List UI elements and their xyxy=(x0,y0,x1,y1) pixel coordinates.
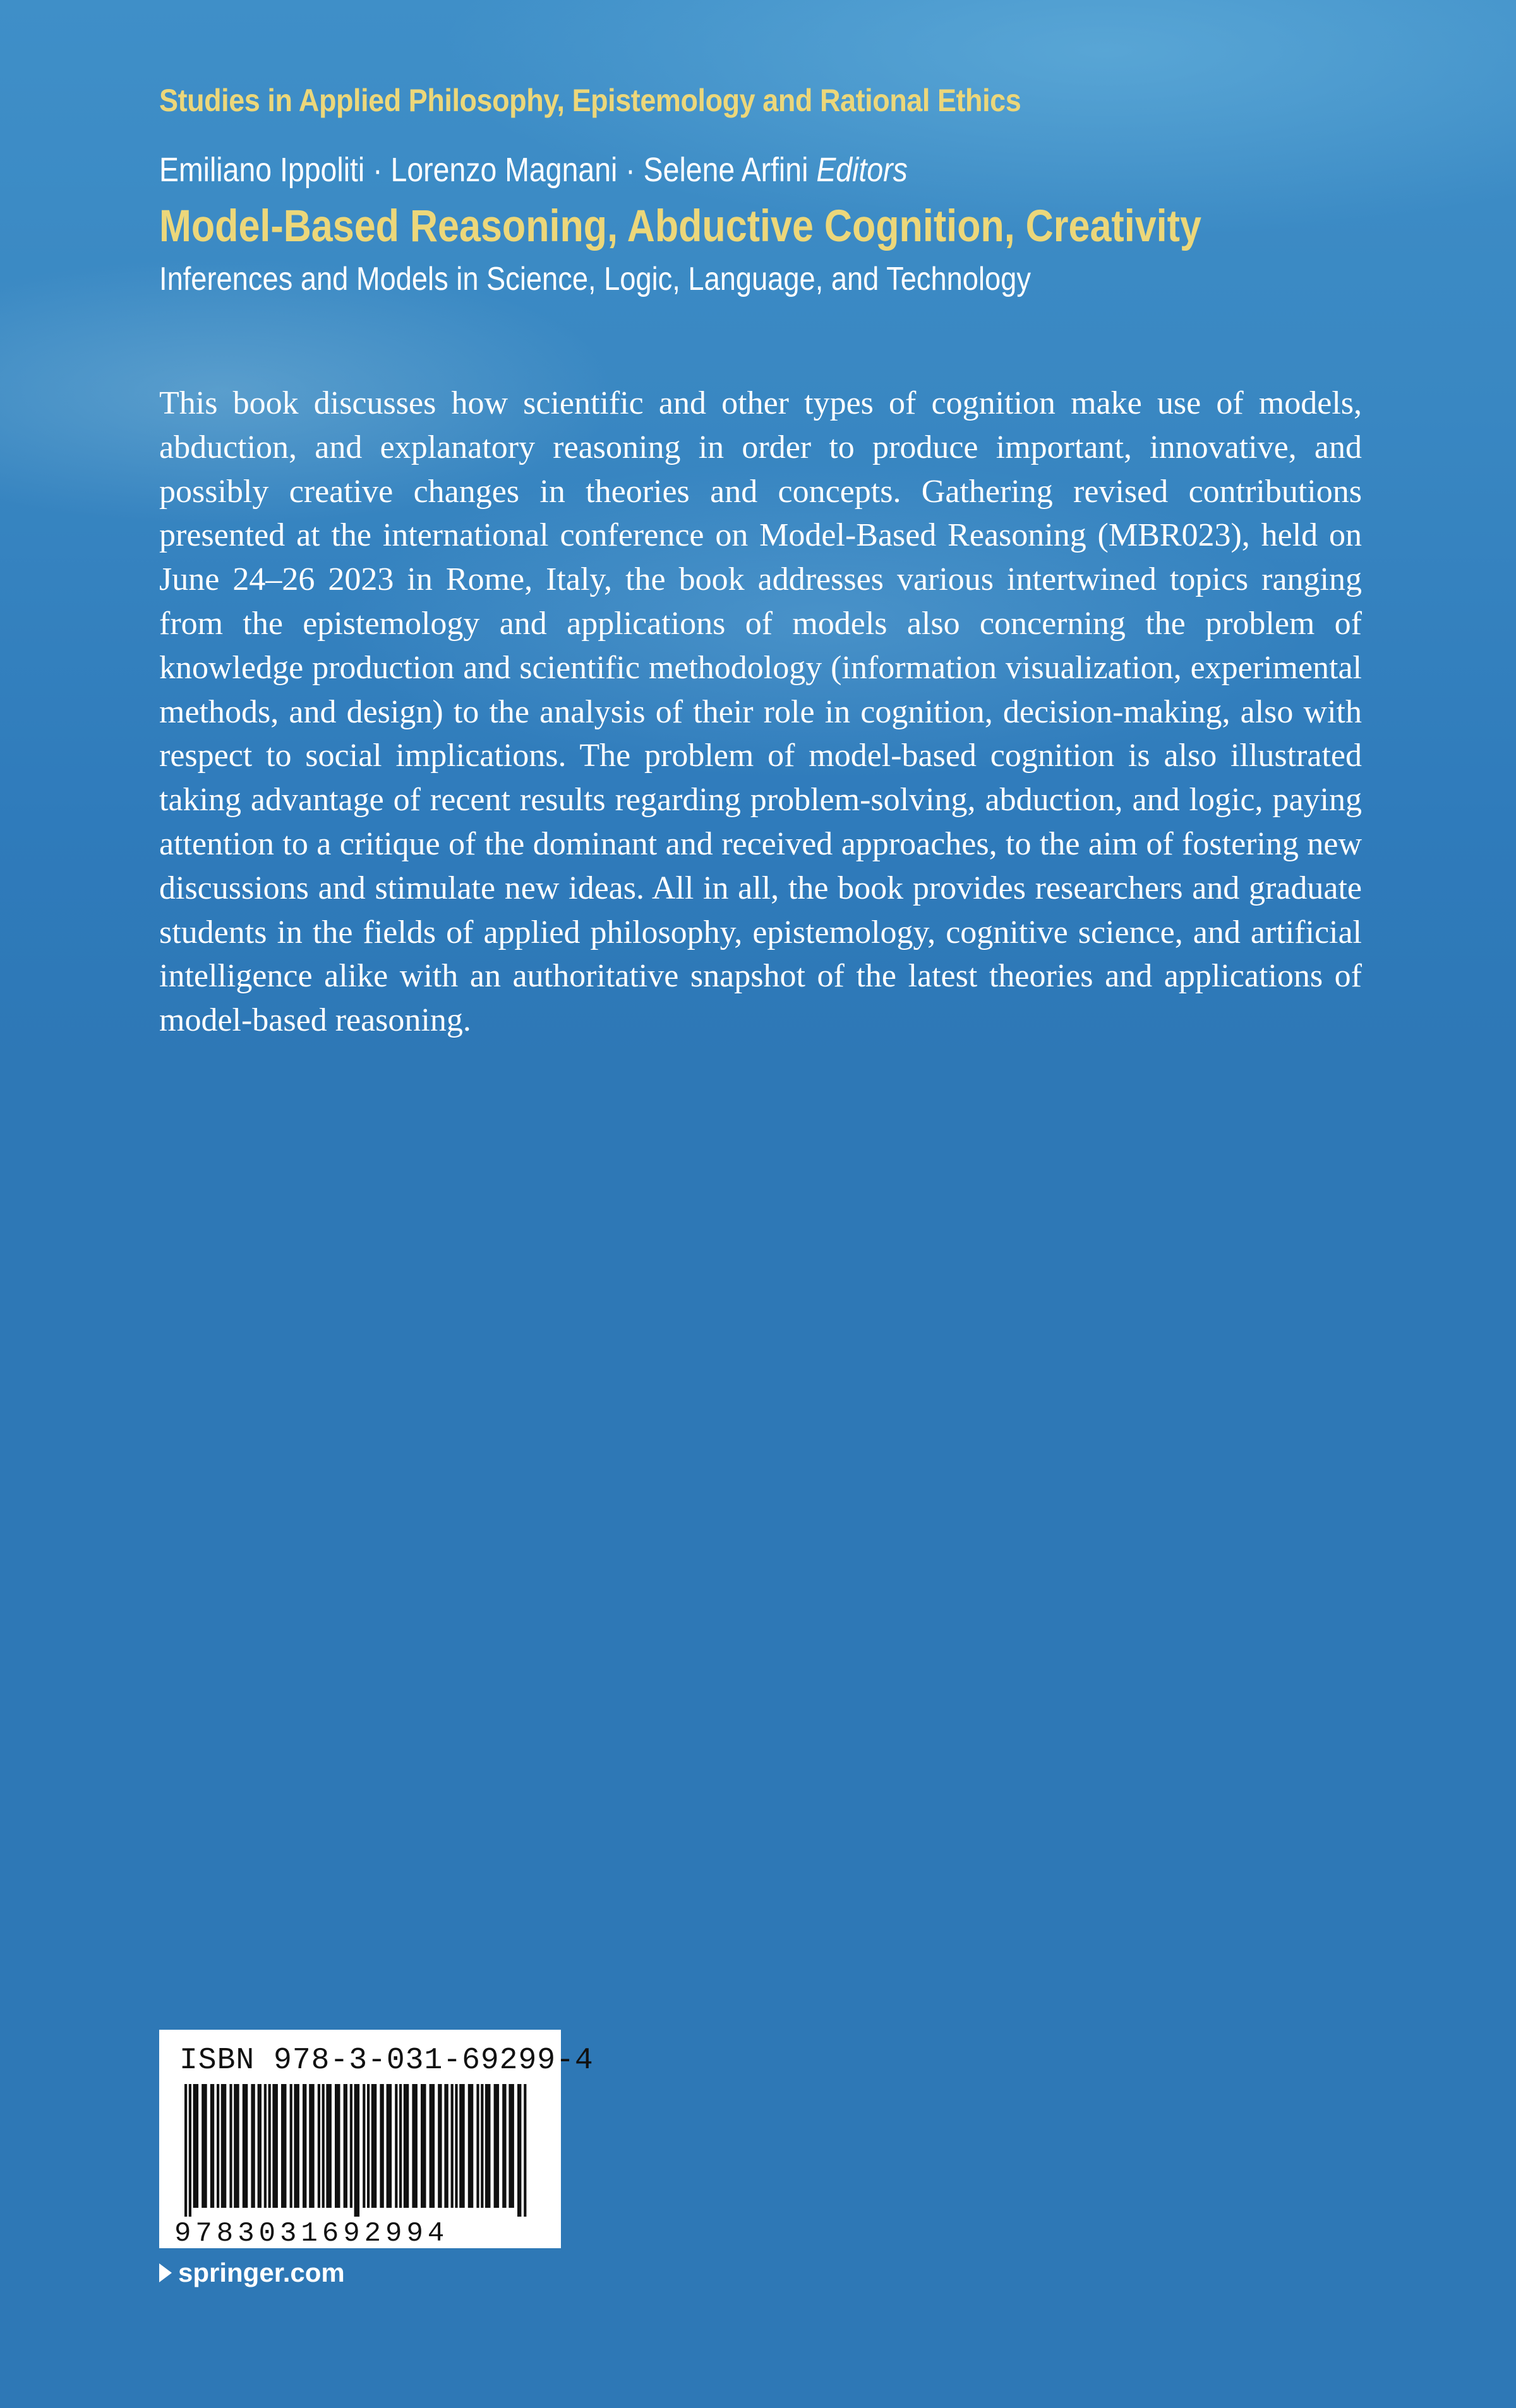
barcode-bar xyxy=(322,2084,325,2208)
barcode-bar xyxy=(290,2084,292,2208)
barcode-bar xyxy=(468,2084,474,2208)
barcode-digits: 9783031692994 xyxy=(174,2218,449,2249)
barcode-bars xyxy=(179,2084,533,2217)
barcode-bar xyxy=(508,2084,514,2208)
barcode-bar xyxy=(229,2084,232,2208)
barcode-bar xyxy=(438,2084,442,2208)
arrow-right-icon xyxy=(159,2263,172,2282)
barcode-bar xyxy=(318,2084,320,2208)
book-description: This book discusses how scientific and other types of cognition make use of models, abduction, and explanatory reasoning in order to produce important, innovative, and possibly creative changes in theories and concepts. Gathering revised contributions presented at the international conference on Model-Based Reasoning (MBR023), held on June 24–26 2023 in Rome, Italy, the book addresses various intertwined topics ranging from the epistemology and applications of models also concerning the problem of knowledge production and scientific methodology (information visualization, experimental methods, and design) to the analysis of their role in cognition, decision-making, also with respect to social implications. The problem of model-based cognition is also illustrated taking advantage of recent results regarding problem-solving, abduction, and logic, paying attention to a critique of the dominant and received approaches, to the aim of fostering new discussions and stimulate new ideas. All in all, the book provides researchers and graduate students in the fields of applied philosophy, epistemology, cognitive science, and artificial intelligence alike with an authoritative snapshot of the latest theories and applications of model-based reasoning. xyxy=(159,385,1362,1039)
barcode-bar xyxy=(184,2084,187,2217)
barcode-bar xyxy=(210,2084,214,2208)
barcode-bar xyxy=(481,2084,483,2208)
barcode-bar xyxy=(326,2084,332,2208)
isbn-barcode xyxy=(159,2030,594,2249)
barcode-bar xyxy=(303,2084,306,2208)
barcode-bar xyxy=(444,2084,448,2208)
barcode-bar xyxy=(272,2084,278,2208)
barcode-bar xyxy=(459,2084,465,2208)
barcode-bar xyxy=(399,2084,402,2208)
barcode-bar xyxy=(421,2084,426,2208)
barcode-bar xyxy=(363,2084,365,2208)
editor-names: Emiliano Ippoliti · Lorenzo Magnani · Selene Arfini xyxy=(159,151,809,189)
editors-line xyxy=(159,150,1246,189)
barcode-bar xyxy=(189,2084,191,2217)
barcode-bar xyxy=(380,2084,383,2208)
isbn-label: ISBN 978-3-031-69299-4 xyxy=(179,2044,594,2078)
book-title: Model-Based Reasoning, Abductive Cognition, Creativity xyxy=(159,201,1201,251)
barcode-bar xyxy=(455,2084,457,2208)
barcode-bar xyxy=(234,2084,239,2208)
barcode-bar xyxy=(264,2084,267,2208)
book-subtitle: Inferences and Models in Science, Logic, Language, and Technology xyxy=(159,261,1031,297)
series-title: Studies in Applied Philosophy, Epistemology and Rational Ethics xyxy=(159,83,1021,118)
barcode-bar xyxy=(395,2084,397,2208)
barcode-bar xyxy=(476,2084,479,2208)
barcode-bar xyxy=(281,2084,287,2208)
barcode-bar xyxy=(517,2084,521,2217)
barcode-bar xyxy=(350,2084,352,2208)
barcode-bar xyxy=(294,2084,299,2208)
barcode-bar xyxy=(371,2084,377,2208)
barcode-bar xyxy=(202,2084,207,2208)
publisher-link-text: springer.com xyxy=(178,2258,345,2287)
barcode-bar xyxy=(344,2084,347,2208)
barcode-bar xyxy=(335,2084,340,2208)
barcode-bar xyxy=(217,2084,219,2208)
barcode-bar xyxy=(354,2084,360,2217)
barcode-bar xyxy=(404,2084,409,2208)
barcode-bar xyxy=(524,2084,526,2217)
barcode-bar xyxy=(268,2084,271,2208)
barcode-bar xyxy=(367,2084,370,2208)
barcode-bar xyxy=(485,2084,491,2208)
barcode-bar xyxy=(412,2084,418,2208)
barcode-bar xyxy=(502,2084,506,2208)
barcode-bar xyxy=(430,2084,435,2208)
barcode-bar xyxy=(193,2084,199,2208)
barcode-bar xyxy=(221,2084,227,2208)
barcode-bar xyxy=(494,2084,500,2208)
barcode-bar xyxy=(258,2084,262,2208)
barcode-bar xyxy=(251,2084,255,2208)
editors-role: Editors xyxy=(816,151,908,189)
barcode-bar xyxy=(451,2084,454,2208)
barcode-bar xyxy=(243,2084,248,2208)
publisher-link[interactable] xyxy=(159,2258,345,2288)
barcode-bar xyxy=(309,2084,315,2208)
barcode-bar xyxy=(387,2084,392,2208)
